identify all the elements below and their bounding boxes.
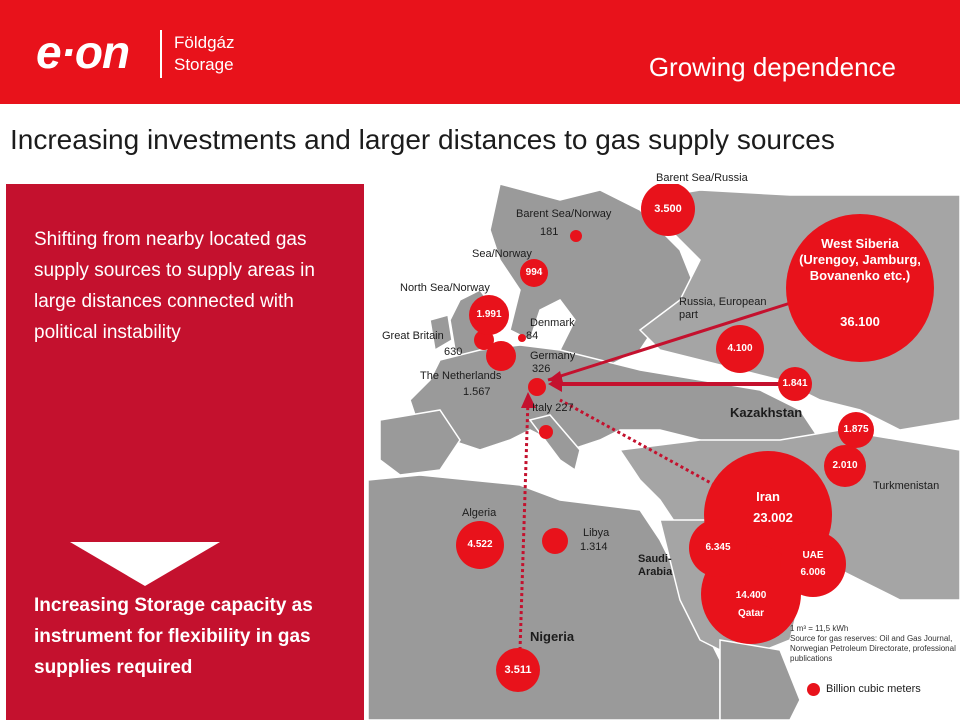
value-qatar-name: Qatar — [737, 608, 765, 619]
down-arrow-icon — [70, 542, 220, 586]
source-note: 1 m³ = 11,5 kWh Source for gas reserves: Oil and Gas Journal, Norwegian Petroleum Directorate, professional publications — [790, 624, 956, 663]
label-nigeria: Nigeria — [530, 629, 575, 644]
label-germany-value: 326 — [532, 363, 551, 375]
dot-italy — [539, 425, 553, 439]
header-bar — [0, 0, 960, 104]
dot-netherlands — [486, 341, 516, 371]
logo-sub-line1: Földgáz — [174, 33, 235, 52]
label-denmark-value: 84 — [526, 330, 539, 342]
bubble-uae — [780, 531, 846, 597]
label-libya-value: 1.314 — [580, 541, 608, 553]
value-iran: 23.002 — [753, 510, 793, 525]
value-barent-russia: 3.500 — [654, 203, 682, 215]
panel-conclusion: Increasing Storage capacity as instrument for flexibility in gas supplies required — [34, 595, 313, 678]
value-west-siberia-name: West Siberia (Urengoy, Jamburg, Bovanenko etc.) — [799, 236, 921, 283]
page-title: Increasing investments and larger distances to gas supply sources — [10, 124, 835, 155]
label-great-britain-value: 630 — [444, 346, 463, 358]
label-saudi-arabia: Saudi-Arabia — [638, 553, 673, 578]
value-iran-name: Iran — [756, 489, 780, 504]
section-title: Growing dependence — [648, 52, 896, 82]
label-netherlands-value: 1.567 — [463, 386, 491, 398]
logo-sub-line2: Storage — [174, 55, 234, 74]
value-sea-norway: 994 — [525, 267, 543, 278]
logo-subtitle — [174, 32, 234, 76]
value-qatar: 14.400 — [735, 590, 767, 601]
label-great-britain: Great Britain — [382, 330, 444, 342]
label-algeria: Algeria — [462, 507, 497, 519]
value-north-sea-norway: 1.991 — [476, 309, 502, 320]
value-saudi: 6.345 — [705, 542, 731, 553]
dot-denmark — [518, 334, 526, 342]
dot-germany — [528, 378, 546, 396]
label-turkmenistan: Turkmenistan — [873, 480, 940, 492]
dot-barent-norway — [570, 230, 582, 242]
dot-libya — [542, 528, 568, 554]
value-russia-arrow: 1.841 — [782, 378, 808, 389]
label-barent-norway-value: 181 — [540, 226, 559, 238]
label-libya: Libya — [583, 527, 610, 539]
label-denmark: Denmark — [530, 317, 575, 329]
legend-dot-icon — [807, 683, 820, 696]
legend-label: Billion cubic meters — [826, 683, 921, 695]
value-west-siberia: 36.100 — [840, 314, 880, 329]
label-north-sea-norway: North Sea/Norway — [400, 282, 490, 294]
label-barent-norway: Barent Sea/Norway — [516, 208, 612, 220]
value-nigeria: 3.511 — [504, 664, 532, 676]
label-russia-european: Russia, European part — [679, 296, 767, 321]
left-panel — [6, 184, 364, 720]
label-germany: Germany — [530, 350, 576, 362]
label-sea-norway: Sea/Norway — [472, 248, 532, 260]
value-uae: 6.006 — [800, 567, 826, 578]
value-kazakhstan: 1.875 — [843, 424, 869, 435]
label-italy: Italy 227 — [532, 402, 574, 414]
label-barent-russia: Barent Sea/Russia — [656, 172, 748, 184]
label-netherlands: The Netherlands — [420, 370, 502, 382]
value-uae-name: UAE — [802, 550, 824, 561]
label-kazakhstan: Kazakhstan — [730, 405, 803, 420]
value-turkmenistan: 2.010 — [832, 460, 858, 471]
logo-wordmark: e·on — [36, 26, 130, 78]
panel-text: Shifting from nearby located gas supply sources to supply areas in large distances connected with political instability — [34, 229, 315, 343]
value-russia-european: 4.100 — [727, 343, 753, 354]
value-algeria: 4.522 — [467, 539, 493, 550]
logo-divider — [160, 30, 162, 78]
